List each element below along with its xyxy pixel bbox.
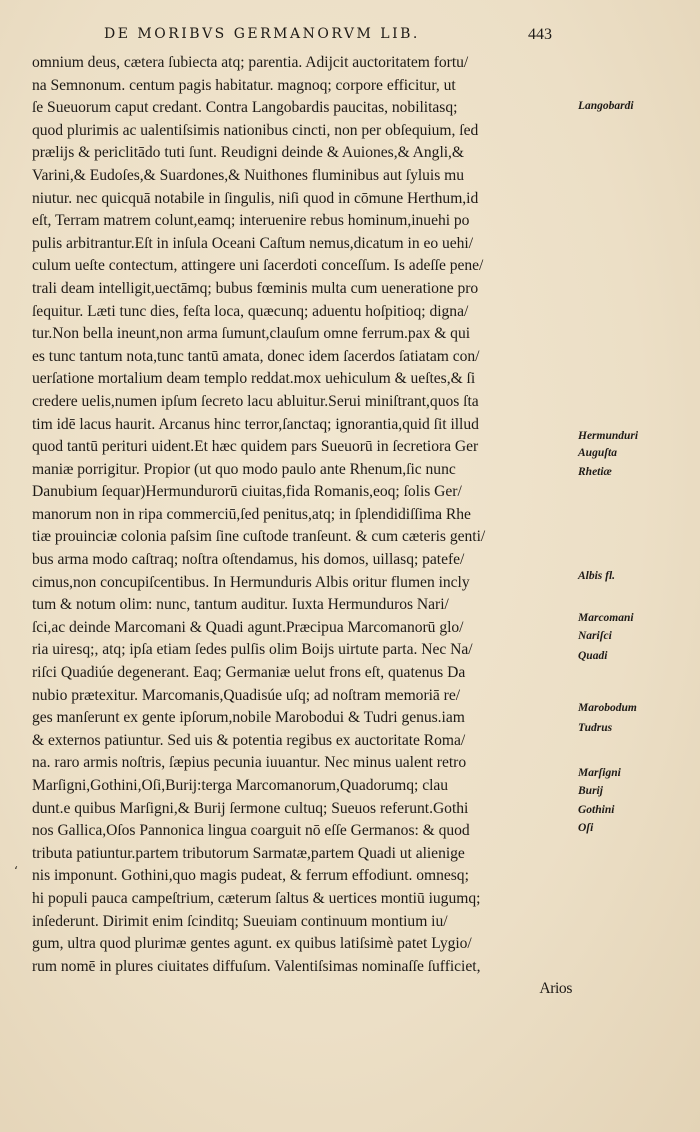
- text-line: maniæ porrigitur. Propior (ut quo modo paulo ante Rhenum,ſic nunc: [32, 460, 456, 478]
- text-line: & externos patiuntur. Sed uis & potentia regibus ex auctoritate Roma/: [32, 731, 466, 749]
- text-line: tributa patiuntur.partem tributorum Sarmatæ,partem Quadi ut alienige: [32, 844, 465, 862]
- text-line: tur.Non bella ineunt,non arma ſumunt,clauſum omne ferrum.pax & qui: [32, 325, 471, 343]
- text-line: quod tantū perituri uident.Et hæc quidem pars Sueuorū in ſecretiora Ger: [32, 438, 479, 456]
- text-line: manorum non in ripa commerciū,ſed penitus,atq; in ſplendidiſſima Rhe: [32, 505, 471, 523]
- text-line: ges manſerunt ex gente ipſorum,nobile Marobodui & Tudri genus.iam: [32, 709, 465, 727]
- text-line: Danubium ſequar)Hermundurorū ciuitas,fida Romanis,eoq; ſolis Ger/: [32, 483, 462, 501]
- text-line: nos Gallica,Oſos Pannonica lingua coarguit nō eſſe Germanos: & quod: [32, 822, 470, 840]
- margin-note-marcomani: Marcomani: [578, 612, 634, 624]
- text-line: na Semnonum. centum pagis habitatur. magnoq; corpore efficitur, ut: [32, 76, 456, 94]
- text-line: culum ueſte contectum, attingere uni ſacerdoti conceſſum. Is adeſſe pene/: [32, 257, 484, 275]
- margin-note-tudrus: Tudrus: [578, 722, 613, 734]
- text-line: dunt.e quibus Marſigni,& Burij ſermone cultuq; Sueuos referunt.Gothi: [32, 799, 469, 817]
- text-line: tiæ prouinciæ colonia paſsim ſine cuſtode tranſeunt. & cum cæteris genti/: [32, 528, 486, 546]
- text-line: inſederunt. Dirimit enim ſcinditq; Sueuiam continuum montium iu/: [32, 912, 448, 930]
- margin-note-hermunduri: Hermunduri: [578, 430, 639, 442]
- margin-note-marsigni: Marſigni: [578, 767, 621, 779]
- text-line: na. raro armis noſtris, ſæpius pecunia iuuantur. Nec minus ualent retro: [32, 754, 467, 772]
- margin-note-burij: Burij: [578, 785, 603, 797]
- margin-note-augusta: Auguſta: [578, 447, 617, 459]
- text-line: eſt, Terram matrem colunt,eamq; interuenire rebus hominum,inuehi po: [32, 212, 470, 230]
- text-line: Marſigni,Gothini,Oſi,Burij:terga Marcomanorum,Quadorumq; clau: [32, 777, 449, 794]
- text-line: pulis arbitrantur.Eſt in inſula Oceani Caſtum nemus,dicatum in eo uehi/: [32, 234, 474, 252]
- text-line: trali deam intelligit,uectāmq; bubus fœminis multa cum ueneratione pro: [32, 279, 479, 297]
- margin-note-marobodum: Marobodum: [578, 702, 637, 714]
- text-line: es tunc tantum nota,tunc tantū amata, donec idem ſacerdos ſatiatam con/: [32, 347, 480, 365]
- text-line: ſci,ac deinde Marcomani & Quadi agunt.Præcipua Marcomanorū glo/: [32, 618, 464, 636]
- text-line: bus arma modo caſtraq; noſtra oſtendamus, his domos, uillasq; patefe/: [32, 551, 465, 569]
- text-line: omnium deus, cætera ſubiecta atq; parentia. Adijcit auctoritatem fortu/: [32, 54, 469, 71]
- text-line: hi populi pauca campeſtrium, cæterum ſaltus & uertices montiū iugumq;: [32, 889, 481, 907]
- margin-note-rhetiae: Rhetiæ: [578, 466, 612, 478]
- text-line: quod plurimis ac ualentiſsimis nationibus cincti, non per obſequium, ſed: [32, 121, 479, 139]
- page-number: 443: [528, 26, 552, 43]
- margin-mark: ‘: [14, 864, 18, 878]
- text-line: prælijs & periclitādo tuti ſunt. Reudigni deinde & Auiones,& Angli,&: [32, 144, 465, 162]
- text-line: tim idē lacus haurit. Arcanus hinc terror,ſanctaq; ignorantia,quid ſit illud: [32, 415, 479, 433]
- text-line: nubio prætexitur. Marcomanis,Quadisúe uſq; ad noſtram memoriā re/: [32, 686, 461, 704]
- text-line: cimus,non concupiſcentibus. In Hermunduris Albis oritur flumen incly: [32, 573, 470, 591]
- text-line: tum & notum olim: nunc, tantum auditur. Iuxta Hermunduros Nari/: [32, 596, 449, 614]
- running-title: DE MORIBVS GERMANORVM LIB.: [104, 26, 420, 42]
- margin-note-albis: Albis fl.: [578, 570, 616, 582]
- text-line: rum nomē in plures ciuitates diffuſum. Valentiſsimas nominaſſe ſufficiet,: [32, 957, 481, 975]
- text-line: Arios: [539, 980, 572, 998]
- text-line: ſe Sueuorum caput credant. Contra Langobardis paucitas, nobilitasq;: [32, 99, 458, 117]
- margin-note-osi: Oſi: [578, 822, 594, 834]
- text-line: Varini,& Eudoſes,& Suardones,& Nuithones fluminibus aut ſyluis mu: [32, 166, 464, 184]
- text-line: ria uiresq;, atq; ipſa etiam ſedes pulſis olim Boijs uirtute parta. Nec Na/: [32, 641, 473, 659]
- text-line: ſequitur. Læti tunc dies, feſta loca, quæcunq; aduentu hoſpitioq; digna/: [32, 302, 469, 320]
- text-line: gum, ultra quod plurimæ gentes agunt. ex quibus latiſsimè patet Lygio/: [32, 935, 472, 953]
- text-line: niutur. nec quicquā notabile in ſingulis, niſi quod in cōmune Herthum,id: [32, 189, 479, 207]
- margin-note-quadi: Quadi: [578, 650, 608, 662]
- margin-note-langobardi: Langobardi: [578, 100, 634, 112]
- margin-note-gothini: Gothini: [578, 804, 615, 816]
- text-line: riſci Quadiúe degenerant. Eaq; Germaniæ uelut frons eſt, quatenus Da: [32, 664, 466, 682]
- text-line: uerſatione mortalium deam templo reddat.mox uehiculum & ueſtes,& ſi: [32, 370, 476, 388]
- text-line: nis imponunt. Gothini,quo magis pudeat, & ferrum effodiunt. omnesq;: [32, 867, 469, 885]
- body-text: [32, 52, 572, 1001]
- margin-note-narisci: Nariſci: [578, 630, 612, 642]
- text-line: credere uelis,numen ipſum ſecreto lacu abluitur.Serui miniſtrant,quos ſta: [32, 392, 479, 410]
